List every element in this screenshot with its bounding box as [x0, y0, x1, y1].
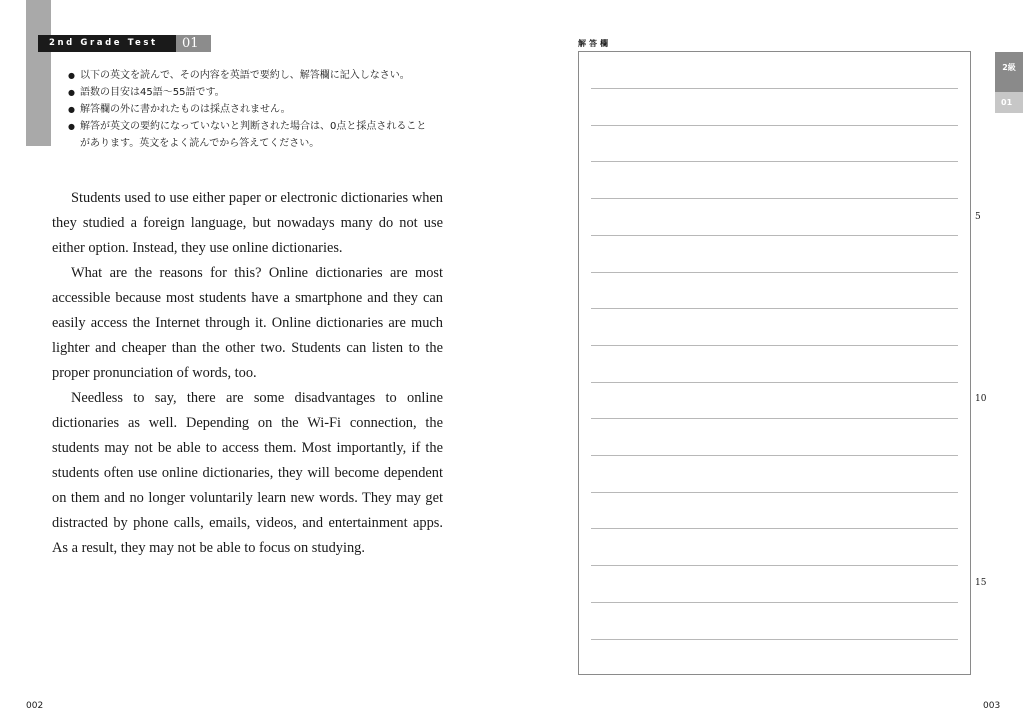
- answer-line: [591, 418, 958, 419]
- instruction-item: ● 語数の目安は45語～55語です。: [68, 84, 458, 101]
- line-number-5: 5: [975, 212, 981, 222]
- page-number-right: 003: [983, 701, 1001, 711]
- test-label: 2nd Grade Test: [38, 35, 176, 52]
- line-number-10: 10: [975, 394, 987, 404]
- grade-tab: 2級: [995, 52, 1023, 92]
- answer-line: [591, 272, 958, 273]
- answer-line: [591, 565, 958, 566]
- answer-line: [591, 235, 958, 236]
- answer-line: [591, 455, 958, 456]
- answer-box[interactable]: [578, 51, 971, 675]
- answer-line: [591, 602, 958, 603]
- reading-passage: [52, 186, 443, 561]
- answer-sheet-title: 解答欄: [578, 39, 611, 48]
- instruction-item: ● 解答欄の外に書かれたものは採点されません。: [68, 101, 458, 118]
- line-number-15: 15: [975, 578, 987, 588]
- instruction-item-continued: があります。英文をよく読んでから答えてください。: [80, 138, 320, 149]
- answer-line: [591, 308, 958, 309]
- answer-line: [591, 198, 958, 199]
- passage-paragraph: Students used to use either paper or electronic dictionaries when they studied a foreign language, but nowadays many do not use either option. Instead, they use online dictionaries.: [52, 190, 443, 256]
- instruction-item: ● 解答が英文の要約になっていないと判断された場合は、0点と採点されること: [68, 118, 458, 135]
- page-number-left: 002: [26, 701, 44, 711]
- answer-line: [591, 528, 958, 529]
- passage-paragraph: Needless to say, there are some disadvantages to online dictionaries as well. Depending on the Wi-Fi connection, the students may not be able to access them. Most importantly, if the students often use online dictionaries, they will become dependent on them and no longer voluntarily learn new words. They may get distracted by phone calls, emails, videos, and entertainment apps. As a result, they may not be able to focus on studying.: [52, 390, 443, 556]
- instructions-list: [68, 67, 458, 152]
- instruction-item: ● 以下の英文を読んで、その内容を英語で要約し、解答欄に記入しなさい。: [68, 67, 458, 84]
- passage-paragraph: What are the reasons for this? Online dictionaries are most accessible because most students have a smartphone and they can easily access the Internet through it. Online dictionaries are much lighter and cheaper than the other two. Students can listen to the proper pronunciation of words, too.: [52, 265, 443, 381]
- answer-line: [591, 161, 958, 162]
- answer-line: [591, 492, 958, 493]
- grade-band: [26, 0, 51, 146]
- answer-line: [591, 345, 958, 346]
- answer-line: [591, 639, 958, 640]
- answer-line: [591, 125, 958, 126]
- answer-line: [591, 88, 958, 89]
- test-number: 01: [176, 35, 211, 52]
- test-header: [38, 35, 211, 52]
- answer-line: [591, 382, 958, 383]
- test-number-tab: 01: [995, 92, 1023, 113]
